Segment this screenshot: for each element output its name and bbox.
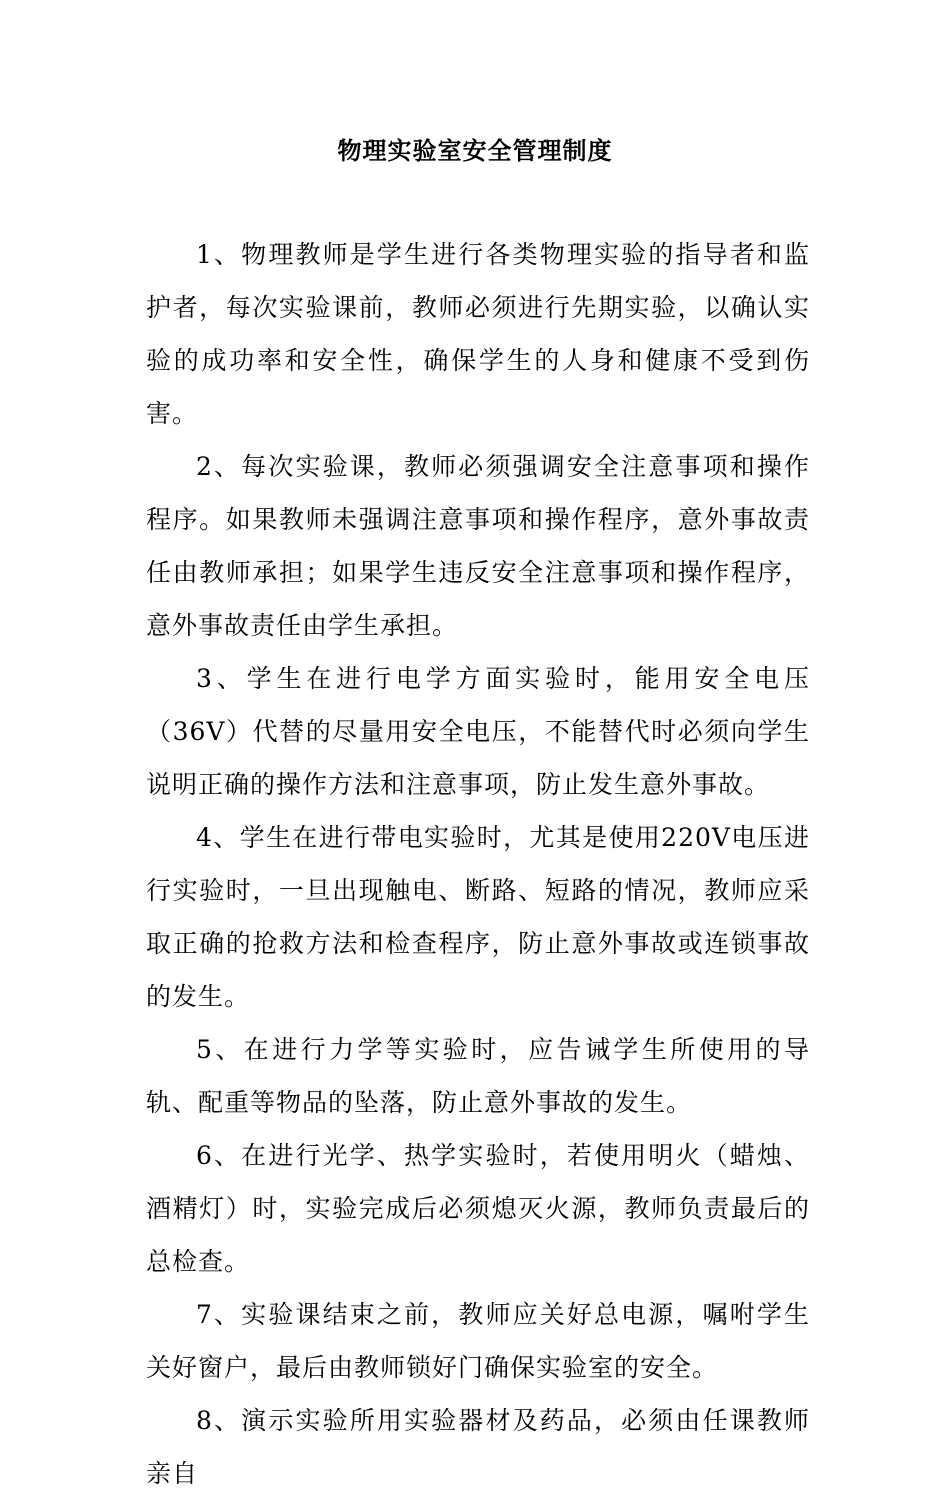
paragraph-4: 4、学生在进行带电实验时，尤其是使用220V电压进行实验时，一旦出现触电、断路、短路的情况，教师应采取正确的抢救方法和检查程序，防止意外事故或连锁事故的发生。: [146, 823, 810, 1011]
paragraph-3: 3、学生在进行电学方面实验时，能用安全电压（36V）代替的尽量用安全电压，不能替代时必须向学生说明正确的操作方法和注意事项，防止发生意外事故。: [146, 664, 810, 799]
document-body: [146, 228, 810, 1500]
paragraph-7: 7、实验课结束之前，教师应关好总电源，嘱咐学生关好窗户，最后由教师锁好门确保实验室的安全。: [146, 1300, 810, 1382]
paragraph-1: 1、物理教师是学生进行各类物理实验的指导者和监护者，每次实验课前，教师必须进行先期实验，以确认实验的成功率和安全性，确保学生的人身和健康不受到伤害。: [146, 240, 810, 428]
paragraph-6: 6、在进行光学、热学实验时，若使用明火（蜡烛、酒精灯）时，实验完成后必须熄灭火源，教师负责最后的总检查。: [146, 1141, 810, 1276]
paragraph-2: 2、每次实验课，教师必须强调安全注意事项和操作程序。如果教师未强调注意事项和操作程序，意外事故责任由教师承担；如果学生违反安全注意事项和操作程序，意外事故责任由学生承担。: [146, 452, 810, 640]
paragraph-5: 5、在进行力学等实验时，应告诫学生所使用的导轨、配重等物品的坠落，防止意外事故的发生。: [146, 1035, 810, 1117]
document-title: 物理实验室安全管理制度: [337, 136, 613, 165]
paragraph-8: 8、演示实验所用实验器材及药品，必须由任课教师亲自: [146, 1406, 810, 1488]
